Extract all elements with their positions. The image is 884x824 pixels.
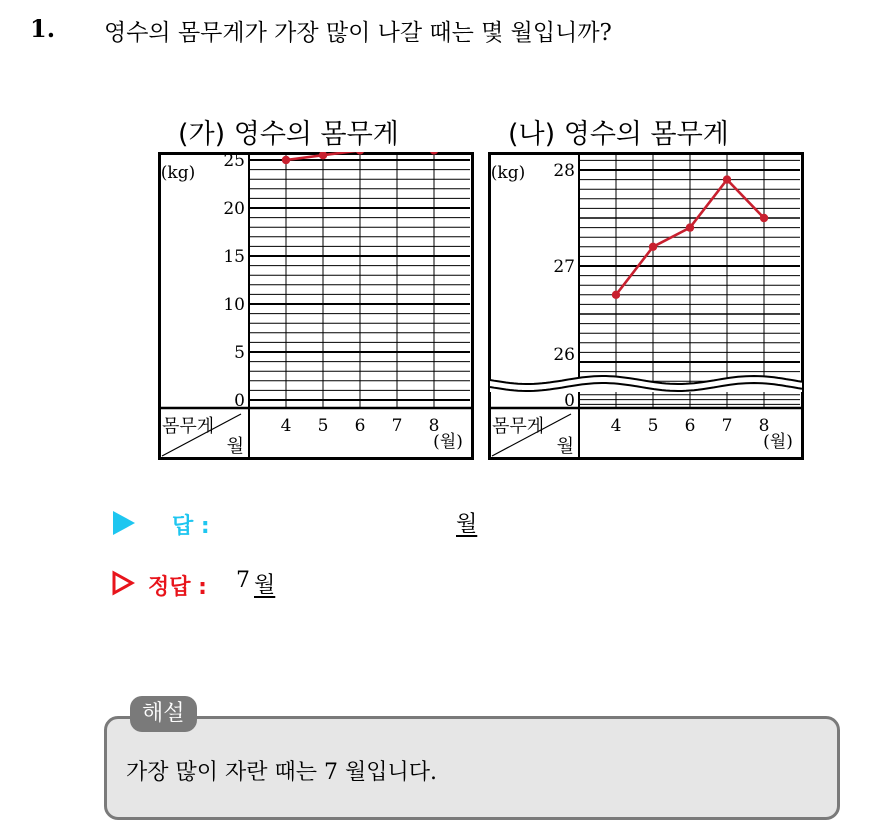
chart-a-title: (가) 영수의 몸무게 [178, 119, 399, 150]
y-tick-label: 28 [553, 161, 575, 181]
correct-label: 정답 : [148, 575, 207, 600]
corner-label-month: 월 [556, 436, 574, 457]
y-tick-label: 27 [553, 257, 575, 277]
y-tick-label: 20 [223, 199, 245, 219]
correct-value: 7 [236, 568, 250, 593]
x-tick-label: 8 [428, 416, 440, 436]
x-tick-label: 7 [721, 416, 733, 436]
corner-label-month: 월 [226, 436, 244, 457]
y-tick-label: 0 [564, 391, 575, 411]
explanation-tag: 해설 [130, 696, 197, 732]
x-tick-label: 5 [317, 416, 329, 436]
y-tick-label: 0 [234, 391, 245, 411]
chart-b-title: (나) 영수의 몸무게 [508, 119, 729, 150]
explanation-text: 가장 많이 자란 때는 7 월입니다. [126, 760, 437, 785]
y-axis-unit: (kg) [160, 163, 196, 183]
chart-a [158, 152, 474, 460]
chart-b [488, 152, 804, 460]
question-number: 1. [30, 14, 56, 43]
y-tick-label: 15 [223, 247, 245, 267]
answer-arrow-icon [113, 511, 135, 535]
data-point [723, 175, 731, 183]
y-tick-label: 26 [553, 345, 575, 365]
x-axis-unit: (월) [763, 432, 793, 452]
x-tick-label: 5 [647, 416, 659, 436]
x-tick-label: 6 [354, 416, 366, 436]
answer-label: 답 : [172, 514, 210, 539]
x-tick-label: 4 [610, 416, 622, 436]
correct-unit: 월 [254, 573, 276, 598]
x-tick-label: 4 [280, 416, 292, 436]
data-point [760, 214, 768, 222]
chart-frame [160, 154, 473, 459]
corner-label-weight: 몸무게 [492, 416, 545, 437]
y-tick-label: 5 [234, 343, 245, 363]
data-point [649, 243, 657, 251]
y-tick-label: 25 [223, 152, 245, 171]
answer-unit: 월 [456, 512, 478, 537]
y-axis-unit: (kg) [490, 163, 526, 183]
correct-arrow-icon [111, 570, 135, 596]
y-tick-label: 10 [223, 295, 245, 315]
data-point [686, 223, 694, 231]
x-tick-label: 7 [391, 416, 403, 436]
x-tick-label: 6 [684, 416, 696, 436]
x-tick-label: 8 [758, 416, 770, 436]
x-axis-unit: (월) [433, 432, 463, 452]
data-point [282, 156, 290, 164]
corner-label-weight: 몸무게 [162, 416, 215, 437]
question-text: 영수의 몸무게가 가장 많이 나갈 때는 몇 월입니까? [104, 20, 612, 46]
data-point [612, 291, 620, 299]
